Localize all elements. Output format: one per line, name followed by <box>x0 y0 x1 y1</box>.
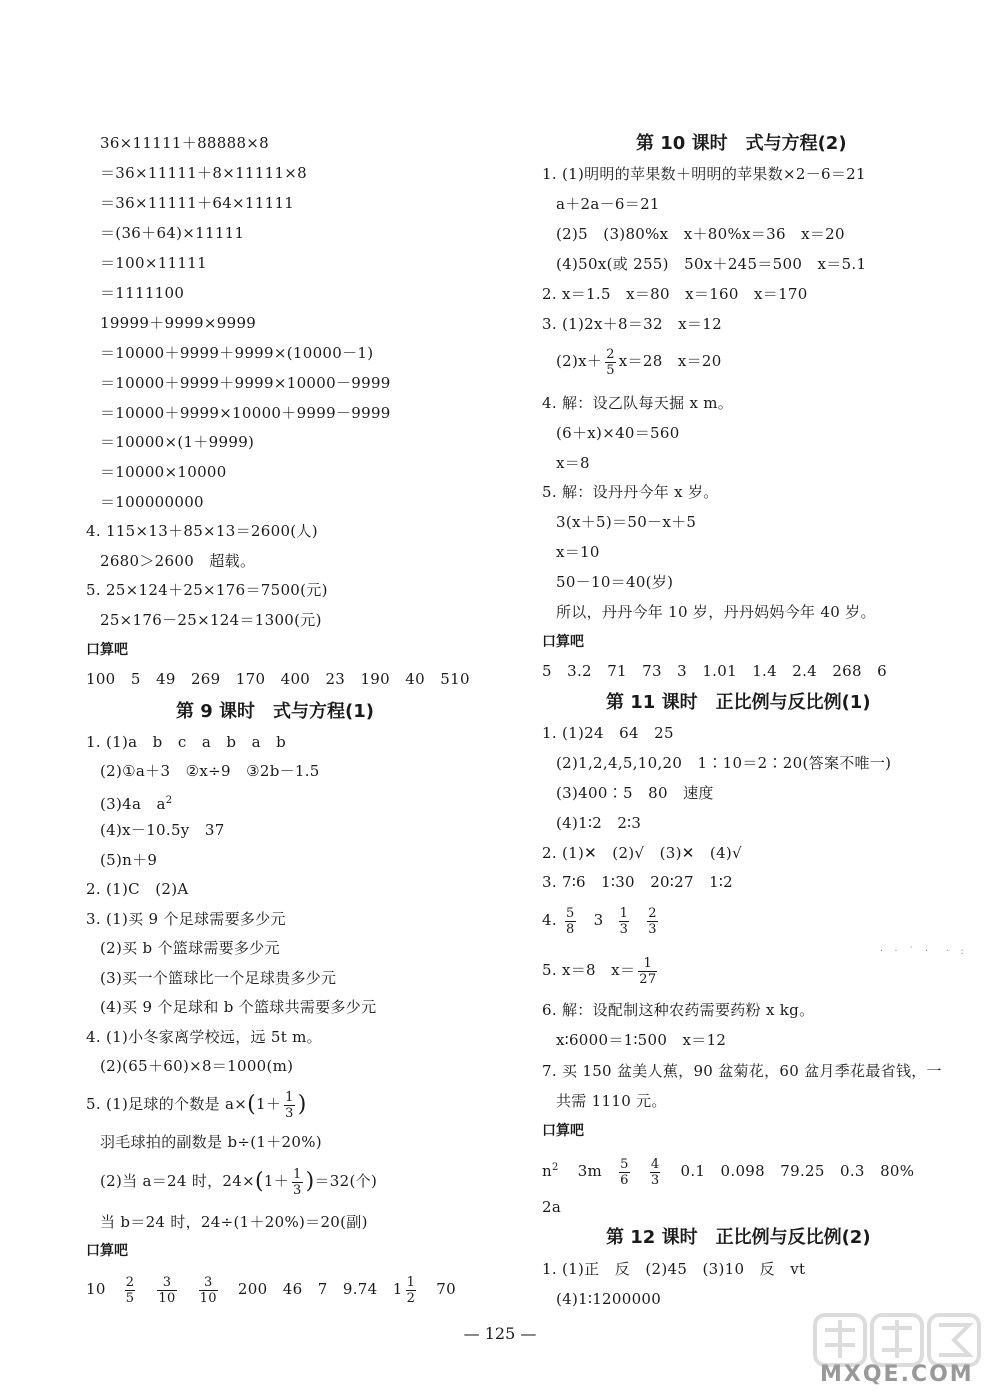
answer-line: a＋2a－6＝21 <box>556 195 660 213</box>
answer-line <box>100 1164 377 1199</box>
denominator: 2 <box>406 1290 416 1306</box>
answer-5: 5. 25×124＋25×176＝7500(元) <box>86 581 328 599</box>
answer-line <box>542 902 661 938</box>
answer-line: 4. 解：设乙队每天掘 x m。 <box>542 394 734 412</box>
answer-text: (2)x＋ <box>556 352 603 370</box>
kousuan-values: 100 5 49 269 170 400 23 190 40 510 <box>86 670 470 688</box>
kousuan-values: 5 3.2 71 73 3 1.01 1.4 2.4 268 6 <box>542 662 887 680</box>
answer-line: 3(x＋5)＝50－x＋5 <box>556 513 697 531</box>
kousuan-values <box>86 1270 456 1308</box>
numerator: 3 <box>157 1275 176 1291</box>
calc-line: ＝36×11111＋64×11111 <box>100 194 295 212</box>
fraction <box>157 1275 176 1306</box>
answer-line: 所以，丹丹今年 10 岁，丹丹妈妈今年 40 岁。 <box>556 603 876 621</box>
kousuan-values <box>542 1149 914 1190</box>
lesson-9-title: 第 9 课时 式与方程(1) <box>176 701 375 722</box>
calc-line: ＝100×11111 <box>100 254 207 272</box>
answer-line: 7. 买 150 盆美人蕉，90 盆菊花，60 盆月季花最省钱，一 <box>542 1062 942 1080</box>
answer-line: (4)1∶2 2∶3 <box>556 814 642 832</box>
answer-4: 4. 115×13＋85×13＝2600(人) <box>86 522 318 540</box>
answer-line: 1. (1)正 反 (2)45 (3)10 反 vt <box>542 1260 806 1278</box>
calc-line: ＝10000＋9999＋9999×(10000－1) <box>100 344 374 362</box>
answer-line: 2. (1)C (2)A <box>86 880 189 898</box>
denominator: 5 <box>606 362 615 378</box>
fraction <box>605 347 616 378</box>
kousuan-title: 口算吧 <box>86 642 128 658</box>
denominator: 5 <box>125 1290 135 1306</box>
answer-line <box>86 1087 307 1122</box>
answer-line: (3)买一个篮球比一个足球贵多少元 <box>100 969 337 987</box>
numerator: 5 <box>566 905 575 921</box>
numerator: 3 <box>199 1275 218 1291</box>
fraction <box>199 1275 218 1306</box>
calc-line: ＝1111100 <box>100 284 185 302</box>
answer-line <box>542 952 660 988</box>
denominator: 10 <box>199 1290 217 1306</box>
numerator: 2 <box>648 905 657 921</box>
calc-line: 36×11111＋88888×8 <box>100 134 270 152</box>
denominator: 8 <box>566 921 575 937</box>
numerator: 4 <box>650 1156 660 1172</box>
superscript: 2 <box>551 1162 559 1173</box>
answer-line: 6. 解：设配制这种农药需要药粉 x kg。 <box>542 1001 815 1019</box>
paren-open: ( <box>247 1092 256 1117</box>
answer-text: (3)4a a <box>100 795 166 813</box>
denominator: 3 <box>293 1182 302 1198</box>
calc-line: ＝36×11111＋8×11111×8 <box>100 164 308 182</box>
paren-close: ) <box>305 1169 315 1194</box>
value: 0.1 0.098 79.25 0.3 80% <box>680 1162 915 1180</box>
value: 200 46 7 9.74 1 <box>237 1280 403 1298</box>
calc-line: ＝100000000 <box>100 493 204 511</box>
value: n <box>542 1162 552 1180</box>
answer-text: 5. x＝8 x＝ <box>542 961 636 979</box>
answer-line: 4. (1)小冬家离学校远，远 5t m。 <box>86 1028 322 1046</box>
fraction <box>406 1275 417 1306</box>
denominator: 3 <box>650 1172 660 1188</box>
answer-text: 3 <box>593 911 604 929</box>
denominator: 10 <box>158 1290 176 1306</box>
answer-text: (2)当 a＝24 时，24× <box>100 1172 255 1190</box>
numerator: 1 <box>638 956 657 972</box>
answer-line: (6＋x)×40＝560 <box>556 424 680 442</box>
lesson-11-title: 第 11 课时 正比例与反比例(1) <box>606 692 871 713</box>
answer-line: 3. 7∶6 1∶30 20∶27 1∶2 <box>542 873 733 891</box>
answer-line: 1. (1)明明的苹果数＋明明的苹果数×2－6＝21 <box>542 165 866 183</box>
answer-line: x＝10 <box>556 543 600 561</box>
calc-line: ＝10000＋9999×10000＋9999－9999 <box>100 404 391 422</box>
answer-text: 4. <box>542 911 557 929</box>
answer-line: (2)5 (3)80%x x＋80%x＝36 x＝20 <box>556 225 845 243</box>
paren-open: ( <box>254 1169 264 1194</box>
superscript: 2 <box>165 795 173 806</box>
numerator: 1 <box>293 1166 302 1182</box>
fraction <box>125 1275 136 1306</box>
answer-line: (2)①a＋3 ②x÷9 ③2b－1.5 <box>100 762 320 780</box>
value: 3m <box>577 1162 603 1180</box>
answer-line: 3. (1)2x＋8＝32 x＝12 <box>542 315 722 333</box>
numerator: 5 <box>620 1156 629 1172</box>
answer-line: (3)400∶5 80 速度 <box>556 784 714 802</box>
numerator: 1 <box>619 905 629 921</box>
answer-line: (4)买 9 个足球和 b 个篮球共需要多少元 <box>100 998 377 1016</box>
answer-line: (2)1,2,4,5,10,20 1∶10＝2∶20(答案不唯一) <box>556 754 892 772</box>
scan-speckles: · · ˙ · · : <box>880 946 968 957</box>
answer-text: 1＋ <box>256 1095 282 1113</box>
fraction <box>638 956 657 987</box>
answer-line: (4)1∶1200000 <box>556 1290 662 1308</box>
kousuan-title: 口算吧 <box>542 1123 584 1139</box>
numerator: 1 <box>285 1089 294 1105</box>
value: 10 <box>86 1280 106 1298</box>
value: 70 <box>436 1280 456 1298</box>
lesson-10-title: 第 10 课时 式与方程(2) <box>636 133 847 154</box>
answer-text: ＝32(个) <box>314 1172 378 1190</box>
answer-line: 1. (1)a b c a b a b <box>86 733 287 751</box>
answer-line: 3. (1)买 9 个足球需要多少元 <box>86 910 286 928</box>
kousuan-values: 2a <box>542 1198 562 1216</box>
denominator: 3 <box>619 921 629 937</box>
lesson-12-title: 第 12 课时 正比例与反比例(2) <box>606 1227 871 1248</box>
calc-line: ＝10000＋9999＋9999×10000－9999 <box>100 374 391 392</box>
fraction <box>619 1157 630 1188</box>
answer-line: 共需 1110 元。 <box>556 1092 667 1110</box>
answer-line: 羽毛球拍的副数是 b÷(1＋20%) <box>100 1133 322 1151</box>
numerator: 2 <box>606 346 615 362</box>
fraction <box>650 1157 661 1188</box>
answer-line: (2)买 b 个篮球需要多少元 <box>100 939 280 957</box>
answer-text: x＝28 x＝20 <box>618 352 722 370</box>
numerator: 1 <box>406 1274 416 1290</box>
answer-line: 2. x＝1.5 x＝80 x＝160 x＝170 <box>542 285 808 303</box>
numerator: 2 <box>125 1274 135 1290</box>
kousuan-title: 口算吧 <box>86 1243 128 1259</box>
fraction <box>284 1090 295 1121</box>
kousuan-title: 口算吧 <box>542 634 584 650</box>
fraction <box>292 1167 303 1198</box>
denominator: 27 <box>639 971 657 987</box>
answer-line: (2)(65＋60)×8＝1000(m) <box>100 1057 294 1075</box>
answer-line: (5)n＋9 <box>100 851 158 869</box>
answer-line: x＝8 <box>556 454 590 472</box>
page-number: — 125 — <box>463 1324 537 1343</box>
answer-line: x∶6000＝1∶500 x＝12 <box>556 1031 727 1049</box>
denominator: 3 <box>648 921 657 937</box>
answer-line: 2680＞2600 超载。 <box>100 552 256 570</box>
answer-line: 25×176－25×124＝1300(元) <box>100 611 322 629</box>
answer-line: 1. (1)24 64 25 <box>542 724 674 742</box>
paren-close: ) <box>297 1092 307 1117</box>
answer-text: 5. (1)足球的个数是 a× <box>86 1095 248 1113</box>
calc-line: ＝10000×(1＋9999) <box>100 433 255 451</box>
answer-line: (4)x－10.5y 37 <box>100 821 225 839</box>
answer-line <box>556 343 722 379</box>
answer-line: (4)50x(或 255) 50x＋245＝500 x＝5.1 <box>556 255 867 273</box>
fraction <box>647 906 658 937</box>
answer-line <box>100 791 172 814</box>
fraction <box>565 906 576 937</box>
denominator: 6 <box>620 1172 629 1188</box>
answer-line: 2. (1)✕ (2)√ (3)✕ (4)√ <box>542 844 742 862</box>
answer-line: 50－10＝40(岁) <box>556 573 674 591</box>
calc-line: ＝(36＋64)×11111 <box>100 224 245 242</box>
fraction <box>619 906 630 937</box>
calc-line: ＝10000×10000 <box>100 463 227 481</box>
calc-line: 19999＋9999×9999 <box>100 314 257 332</box>
answer-line: 当 b＝24 时，24÷(1＋20%)＝20(副) <box>100 1213 368 1231</box>
answer-line: 5. 解：设丹丹今年 x 岁。 <box>542 483 719 501</box>
answer-text: 1＋ <box>263 1172 290 1190</box>
watermark-text: MXQE.COM <box>820 1362 974 1387</box>
denominator: 3 <box>285 1105 294 1121</box>
